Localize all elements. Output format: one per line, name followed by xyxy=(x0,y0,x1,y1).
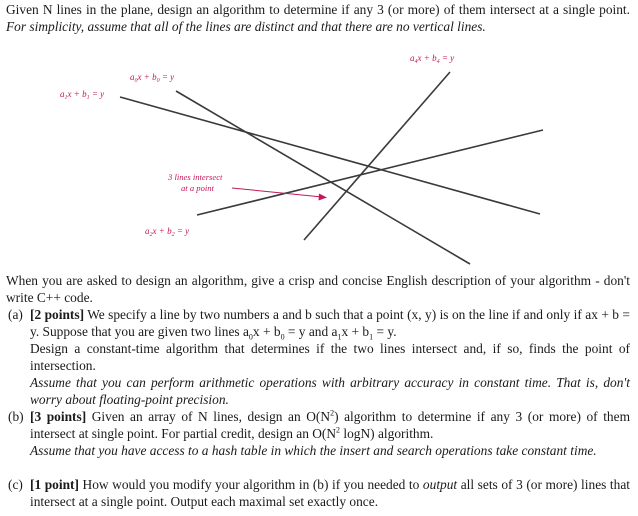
intro-assumption: For simplicity, assume that all of the lines are distinct and that there are no vertical lines. xyxy=(6,19,486,34)
question-c xyxy=(8,476,631,510)
question-a xyxy=(8,306,630,408)
lines-intersection-figure xyxy=(0,44,638,266)
question-c-label: (c) xyxy=(8,477,23,492)
line-a4 xyxy=(304,72,450,240)
problem-intro xyxy=(6,1,630,35)
question-b-points: [3 points] xyxy=(30,409,87,424)
label-line-a0: $a_0x + b_0 = y$ xyxy=(130,72,175,84)
question-c-text: How would you modify your algorithm in (b) if you needed to output all sets of 3 (or more) lines that intersect at a single point. Output each maximal set exactly once. xyxy=(30,477,631,509)
question-a-assumption: Assume that you can perform arithmetic operations with arbitrary accuracy in constant time. That is, don't worry about floating-point precision. xyxy=(30,375,630,407)
label-line-a2: $a_2x + b_2 = y$ xyxy=(145,226,190,238)
question-b-assumption: Assume that you have access to a hash table in which the insert and search operations take constant time. xyxy=(30,443,597,458)
question-a-text: We specify a line by two numbers a and b such that a point (x, y) is on the line if and only if ax + b = y. Suppose that you are given two lines $a_0x + b_0 = y$ and $a_1x + b_1 = y$. xyxy=(30,307,630,342)
question-b xyxy=(8,408,630,459)
question-a-label: (a) xyxy=(8,307,23,322)
intro-lead: Given N lines in the plane, design an algorithm to determine if any 3 (or more) of them intersect at a single point. xyxy=(6,2,630,17)
question-b-label: (b) xyxy=(8,409,24,424)
question-c-points: [1 point] xyxy=(30,477,79,492)
annotation-text-2: at a point xyxy=(181,183,214,193)
line-a0 xyxy=(197,130,543,215)
label-line-a1: $a_1x + b_1 = y$ xyxy=(60,89,105,101)
question-a-points: [2 points] xyxy=(30,307,85,322)
label-line-a4: $a_4x + b_4 = y$ xyxy=(410,53,455,65)
question-b-text: Given an array of N lines, design an $O(N^2)$ algorithm to determine if any 3 (or more) of them intersect at single point. For partial credit, design an $O(N^2$ logN) algorithm. xyxy=(30,408,630,441)
instructions-paragraph: When you are asked to design an algorithm, give a crisp and concise English description of your algorithm - don't write C++ code. xyxy=(6,273,630,305)
line-a1 xyxy=(120,97,540,214)
annotation-arrowhead xyxy=(319,194,328,201)
question-a-task: Design a constant-time algorithm that determines if the two lines intersect and, if so, finds the point of intersection. xyxy=(30,341,630,373)
annotation-text-1: 3 lines intersect xyxy=(168,172,223,182)
